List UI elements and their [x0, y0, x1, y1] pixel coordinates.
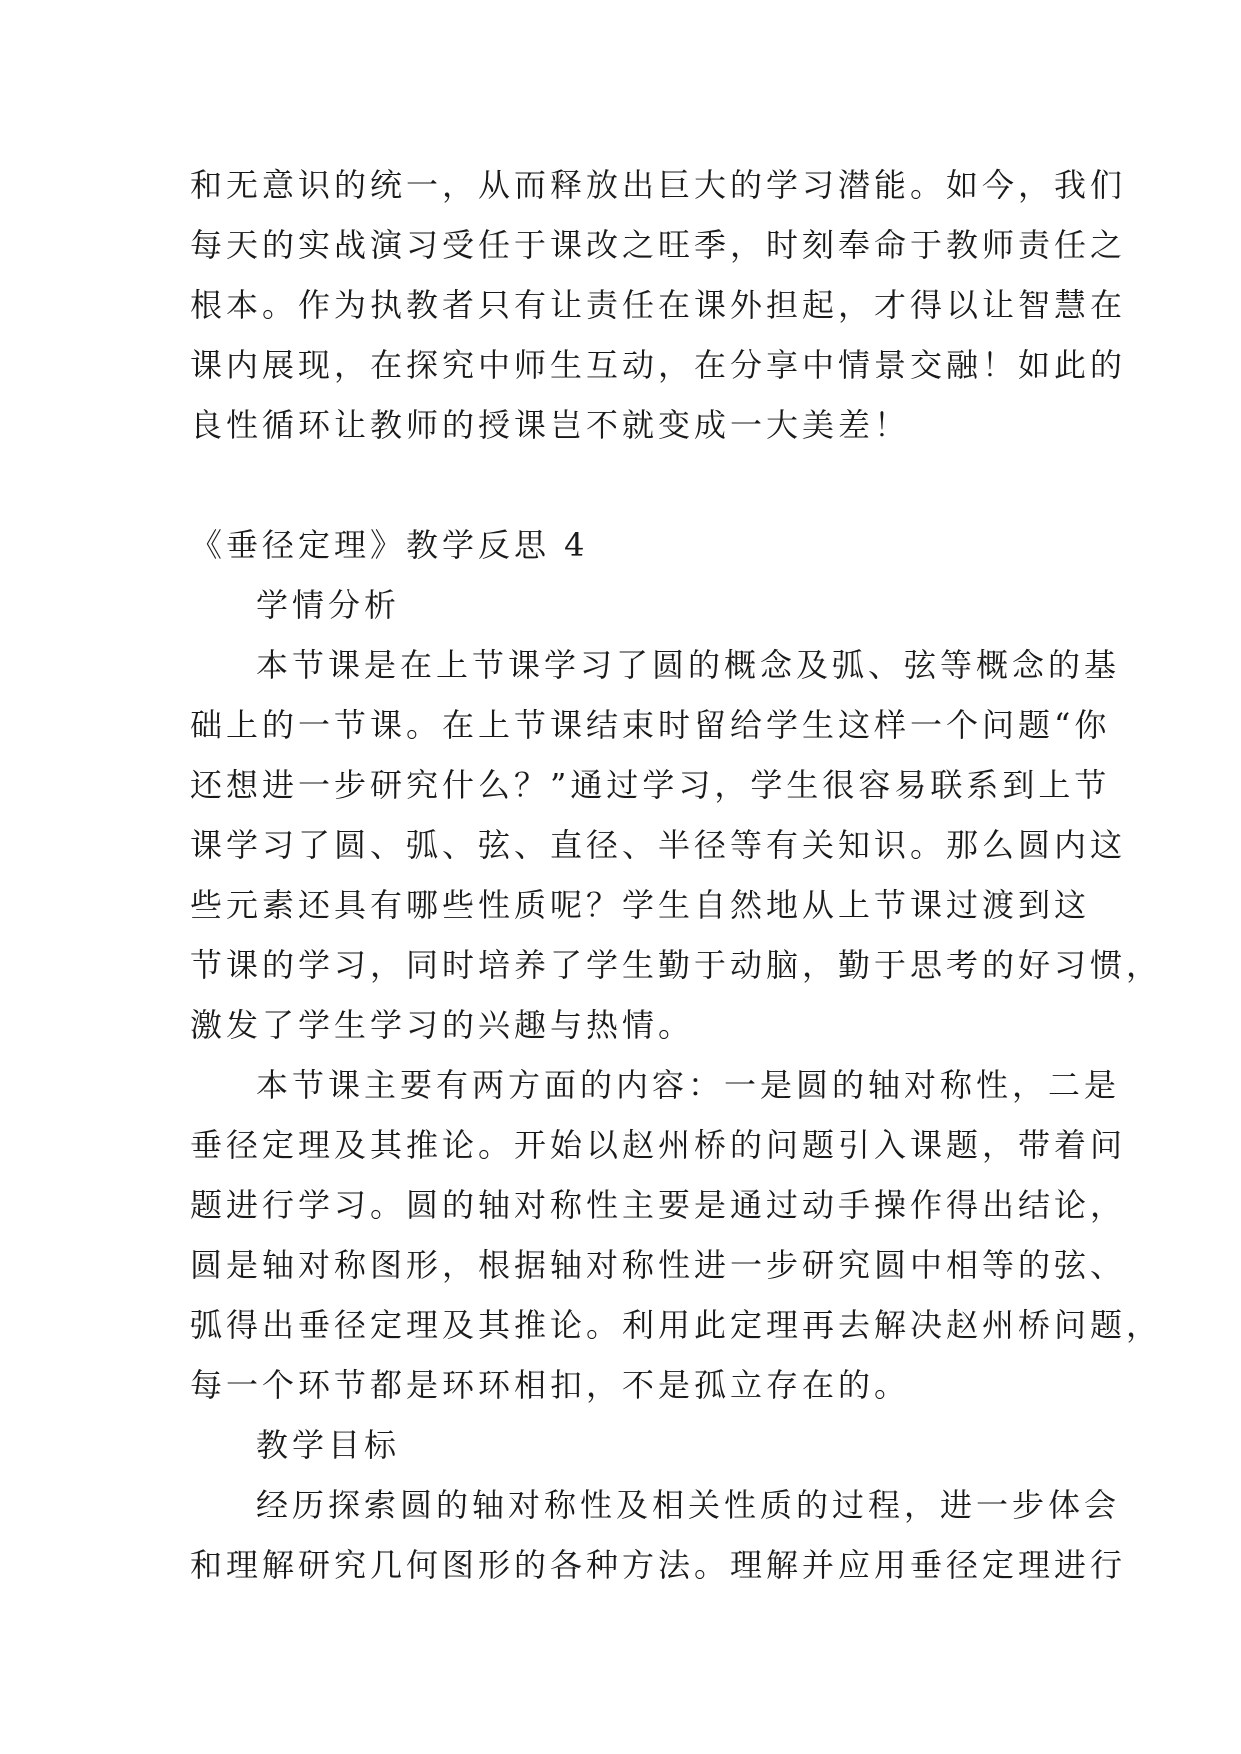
- text-line: 圆是轴对称图形，根据轴对称性进一步研究圆中相等的弦、: [190, 1246, 1127, 1284]
- text-line: 每天的实战演习受任于课改之旺季，时刻奉命于教师责任之: [190, 226, 1127, 264]
- text-line: 节课的学习，同时培养了学生勤于动脑，勤于思考的好习惯，: [190, 946, 1163, 984]
- text-line: 根本。作为执教者只有让责任在课外担起，才得以让智慧在: [190, 286, 1127, 324]
- text-line: 础上的一节课。在上节课结束时留给学生这样一个问题“你: [190, 706, 1111, 744]
- paragraph-goals: [190, 1475, 1127, 1595]
- text-line: 题进行学习。圆的轴对称性主要是通过动手操作得出结论，: [190, 1186, 1127, 1224]
- text-line: 课学习了圆、弧、弦、直径、半径等有关知识。那么圆内这: [190, 826, 1127, 864]
- subheading-goals: 教学目标: [256, 1426, 401, 1464]
- text-line: 还想进一步研究什么？”通过学习，学生很容易联系到上节: [190, 766, 1111, 804]
- text-line: 和无意识的统一，从而释放出巨大的学习潜能。如今，我们: [190, 166, 1127, 204]
- text-line: 本节课主要有两方面的内容：一是圆的轴对称性，二是: [256, 1066, 1121, 1104]
- text-line: 弧得出垂径定理及其推论。利用此定理再去解决赵州桥问题，: [190, 1306, 1163, 1344]
- text-line: 经历探索圆的轴对称性及相关性质的过程，进一步体会: [256, 1486, 1121, 1524]
- text-line: 激发了学生学习的兴趣与热情。: [190, 1006, 695, 1044]
- blank-line: [190, 455, 1070, 515]
- text-line: 和理解研究几何图形的各种方法。理解并应用垂径定理进行: [190, 1546, 1127, 1584]
- paragraph-continued: [190, 155, 1127, 455]
- text-line: 垂径定理及其推论。开始以赵州桥的问题引入课题，带着问: [190, 1126, 1127, 1164]
- text-line: 每一个环节都是环环相扣，不是孤立存在的。: [190, 1366, 911, 1404]
- text-line: 些元素还具有哪些性质呢？学生自然地从上节课过渡到这: [190, 886, 1091, 924]
- paragraph-analysis-2: [190, 1055, 1163, 1415]
- text-line: 良性循环让教师的授课岂不就变成一大美差！: [190, 406, 911, 444]
- subheading-analysis: 学情分析: [256, 586, 401, 624]
- text-line: 本节课是在上节课学习了圆的概念及弧、弦等概念的基: [256, 646, 1121, 684]
- text-line: 课内展现，在探究中师生互动，在分享中情景交融！如此的: [190, 346, 1127, 384]
- document-page: [190, 155, 1163, 1595]
- section-title: 《垂径定理》教学反思 4: [190, 526, 589, 564]
- paragraph-analysis-1: [190, 635, 1163, 1055]
